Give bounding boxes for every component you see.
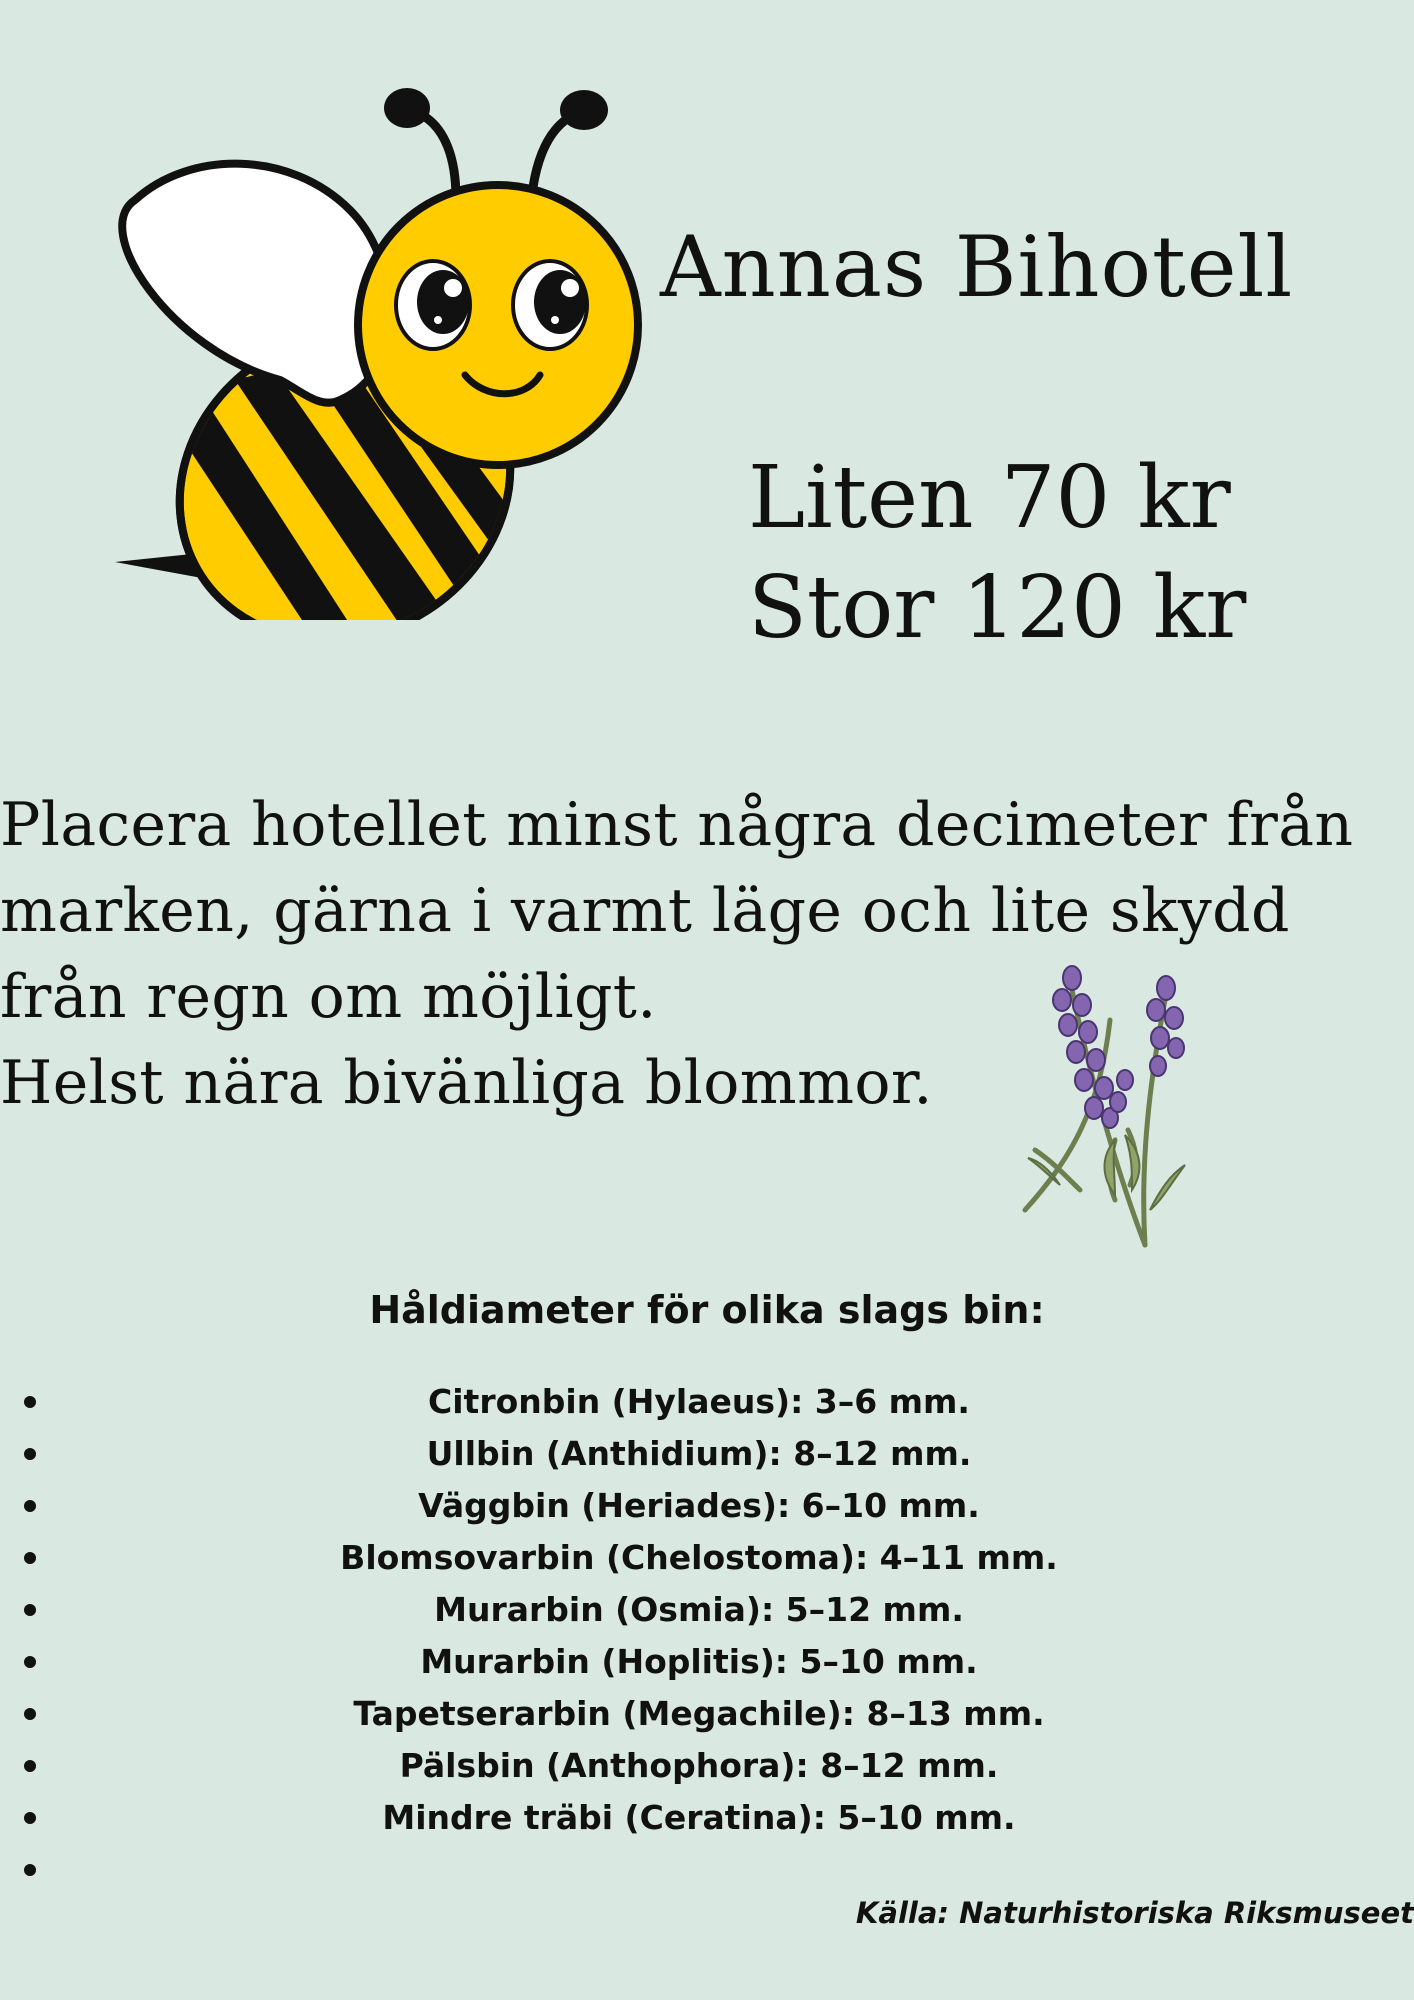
bullet-icon [24, 1500, 36, 1512]
bullet-icon [24, 1864, 36, 1876]
list-item-text: Pälsbin (Anthophora): 8–12 mm. [399, 1746, 999, 1785]
list-item-text: Väggbin (Heriades): 6–10 mm. [418, 1486, 980, 1525]
list-item [0, 1792, 1414, 1844]
placement-line: Helst nära bivänliga blommor. [0, 1048, 933, 1118]
source-credit: Källa: Naturhistoriska Riksmuseet [855, 1896, 1414, 1930]
page-title: Annas Bihotell [660, 218, 1294, 316]
lavender-icon [1020, 960, 1210, 1250]
bullet-icon [24, 1396, 36, 1408]
list-item [0, 1376, 1414, 1428]
price-large: Stor 120 kr [748, 558, 1247, 658]
list-item-text: Mindre träbi (Ceratina): 5–10 mm. [382, 1798, 1016, 1837]
list-item [0, 1480, 1414, 1532]
list-item-text: Blomsovarbin (Chelostoma): 4–11 mm. [340, 1538, 1058, 1577]
bullet-icon [24, 1708, 36, 1720]
list-item [0, 1584, 1414, 1636]
list-item-text: Tapetserarbin (Megachile): 8–13 mm. [353, 1694, 1045, 1733]
list-item [0, 1428, 1414, 1480]
bee-icon [110, 80, 670, 620]
list-item [0, 1688, 1414, 1740]
bullet-icon [24, 1552, 36, 1564]
bullet-icon [24, 1656, 36, 1668]
price-small: Liten 70 kr [748, 448, 1231, 548]
list-item-text: Ullbin (Anthidium): 8–12 mm. [426, 1434, 972, 1473]
list-item [0, 1740, 1414, 1792]
list-item-text: Murarbin (Osmia): 5–12 mm. [434, 1590, 964, 1629]
list-item [0, 1844, 1414, 1896]
hole-size-list [0, 1376, 1414, 1896]
list-item [0, 1532, 1414, 1584]
hole-size-heading: Håldiameter för olika slags bin: [369, 1288, 1045, 1332]
placement-line: Placera hotellet minst några decimeter från [0, 790, 1354, 860]
list-item [0, 1636, 1414, 1688]
placement-line: marken, gärna i varmt läge och lite skydd [0, 876, 1290, 946]
bullet-icon [24, 1448, 36, 1460]
list-item-text: Murarbin (Hoplitis): 5–10 mm. [420, 1642, 978, 1681]
placement-line: från regn om möjligt. [0, 962, 657, 1032]
list-item-text: Citronbin (Hylaeus): 3–6 mm. [428, 1382, 970, 1421]
bullet-icon [24, 1604, 36, 1616]
bullet-icon [24, 1760, 36, 1772]
bullet-icon [24, 1812, 36, 1824]
